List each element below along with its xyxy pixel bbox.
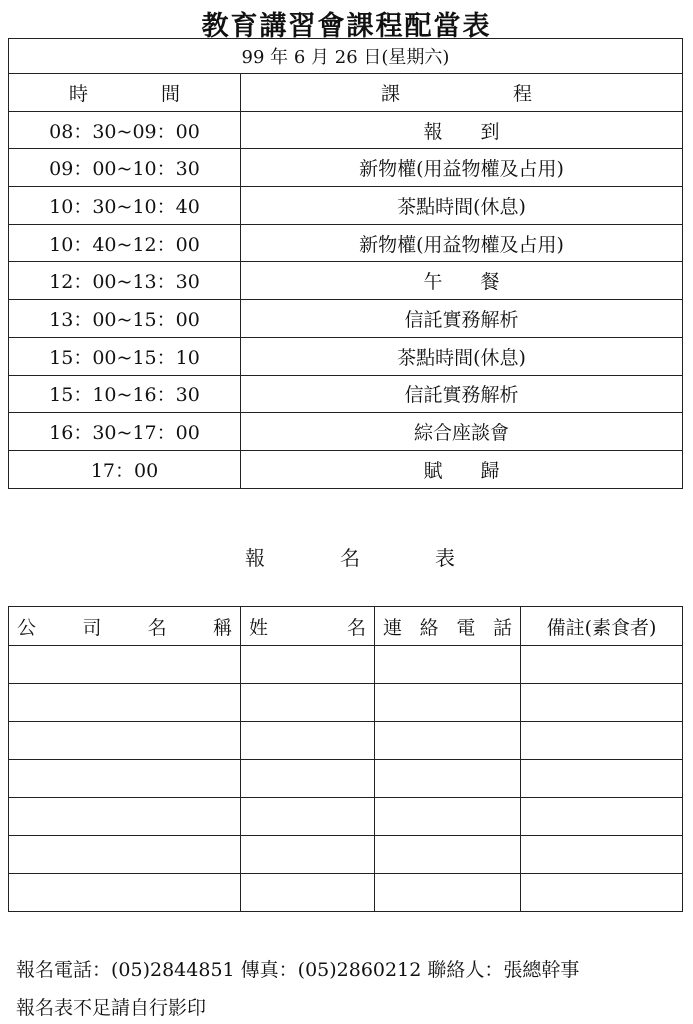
schedule-time: 09：00~10：30 <box>9 149 241 187</box>
registration-row <box>9 874 683 912</box>
registration-title-char-2: 名 <box>340 546 360 570</box>
registration-cell[interactable] <box>241 760 375 798</box>
registration-cell[interactable] <box>521 684 683 722</box>
schedule-program: 茶點時間(休息) <box>241 337 683 375</box>
registration-row <box>9 684 683 722</box>
registration-cell[interactable] <box>375 684 521 722</box>
registration-cell[interactable] <box>241 722 375 760</box>
phone-header-char-3: 電 <box>456 616 476 639</box>
phone-header-char-1: 連 <box>383 616 403 639</box>
time-header-char-2: 間 <box>160 82 180 105</box>
program-header <box>241 74 683 112</box>
schedule-time: 15：00~15：10 <box>9 337 241 375</box>
registration-cell[interactable] <box>521 874 683 912</box>
registration-cell[interactable] <box>375 722 521 760</box>
company-name-header <box>9 607 241 646</box>
registration-cell[interactable] <box>375 798 521 836</box>
registration-cell[interactable] <box>375 646 521 684</box>
registration-cell[interactable] <box>9 798 241 836</box>
company-header-char-2: 司 <box>82 616 102 639</box>
registration-title-char-3: 表 <box>435 546 455 570</box>
schedule-program: 信託實務解析 <box>241 375 683 413</box>
name-header <box>241 607 375 646</box>
registration-cell[interactable] <box>375 836 521 874</box>
registration-cell[interactable] <box>9 760 241 798</box>
registration-row <box>9 798 683 836</box>
schedule-time: 13：00~15：00 <box>9 300 241 338</box>
schedule-program: 新物權(用益物權及占用) <box>241 224 683 262</box>
schedule-header-row <box>9 74 683 112</box>
registration-cell[interactable] <box>521 798 683 836</box>
registration-cell[interactable] <box>9 684 241 722</box>
registration-cell[interactable] <box>241 798 375 836</box>
registration-cell[interactable] <box>521 722 683 760</box>
phone-header <box>375 607 521 646</box>
registration-form-table <box>8 606 683 912</box>
phone-header-char-4: 話 <box>492 616 512 639</box>
time-header <box>9 74 241 112</box>
schedule-time: 15：10~16：30 <box>9 375 241 413</box>
copy-note: 報名表不足請自行影印 <box>16 997 207 1019</box>
registration-cell[interactable] <box>9 722 241 760</box>
schedule-row <box>9 450 683 488</box>
schedule-table <box>8 38 683 489</box>
registration-cell[interactable] <box>9 874 241 912</box>
schedule-row <box>9 375 683 413</box>
schedule-program: 綜合座談會 <box>241 413 683 451</box>
registration-cell[interactable] <box>521 760 683 798</box>
schedule-row <box>9 224 683 262</box>
registration-cell[interactable] <box>241 684 375 722</box>
schedule-program: 信託實務解析 <box>241 300 683 338</box>
name-header-char-2: 名 <box>346 616 366 639</box>
schedule-time: 17：00 <box>9 450 241 488</box>
registration-row <box>9 760 683 798</box>
name-header-char-1: 姓 <box>249 616 269 639</box>
registration-row <box>9 646 683 684</box>
registration-cell[interactable] <box>521 646 683 684</box>
schedule-program: 新物權(用益物權及占用) <box>241 149 683 187</box>
schedule-time: 16：30~17：00 <box>9 413 241 451</box>
time-header-char-1: 時 <box>69 82 89 105</box>
schedule-row <box>9 149 683 187</box>
schedule-time: 12：00~13：30 <box>9 262 241 300</box>
company-header-char-1: 公 <box>17 616 37 639</box>
registration-cell[interactable] <box>9 646 241 684</box>
registration-title <box>245 542 455 571</box>
registration-title-char-1: 報 <box>245 546 265 570</box>
schedule-row <box>9 262 683 300</box>
date-row <box>9 39 683 74</box>
registration-cell[interactable] <box>375 760 521 798</box>
program-header-char-2: 程 <box>512 82 532 105</box>
schedule-program: 午 餐 <box>241 262 683 300</box>
registration-cell[interactable] <box>241 646 375 684</box>
registration-row <box>9 722 683 760</box>
registration-cell[interactable] <box>241 836 375 874</box>
schedule-time: 10：40~12：00 <box>9 224 241 262</box>
registration-cell[interactable] <box>375 874 521 912</box>
schedule-program: 茶點時間(休息) <box>241 187 683 225</box>
schedule-row <box>9 337 683 375</box>
company-header-char-4: 稱 <box>212 616 232 639</box>
program-header-char-1: 課 <box>381 82 401 105</box>
contact-info: 報名電話：(05)2844851 傳真：(05)2860212 聯絡人：張總幹事 <box>16 959 580 981</box>
schedule-program: 報 到 <box>241 111 683 149</box>
registration-header-row <box>9 607 683 646</box>
page-title: 教育講習會課程配當表 <box>201 11 492 42</box>
schedule-row <box>9 300 683 338</box>
schedule-program: 賦 歸 <box>241 450 683 488</box>
schedule-row <box>9 187 683 225</box>
note-header: 備註(素食者) <box>521 607 683 646</box>
schedule-row <box>9 413 683 451</box>
schedule-time: 08：30~09：00 <box>9 111 241 149</box>
company-header-char-3: 名 <box>147 616 167 639</box>
phone-header-char-2: 絡 <box>419 616 439 639</box>
registration-cell[interactable] <box>521 836 683 874</box>
registration-row <box>9 836 683 874</box>
schedule-row <box>9 111 683 149</box>
registration-cell[interactable] <box>9 836 241 874</box>
registration-cell[interactable] <box>241 874 375 912</box>
schedule-time: 10：30~10：40 <box>9 187 241 225</box>
schedule-date: 99 年 6 月 26 日(星期六) <box>9 39 683 74</box>
